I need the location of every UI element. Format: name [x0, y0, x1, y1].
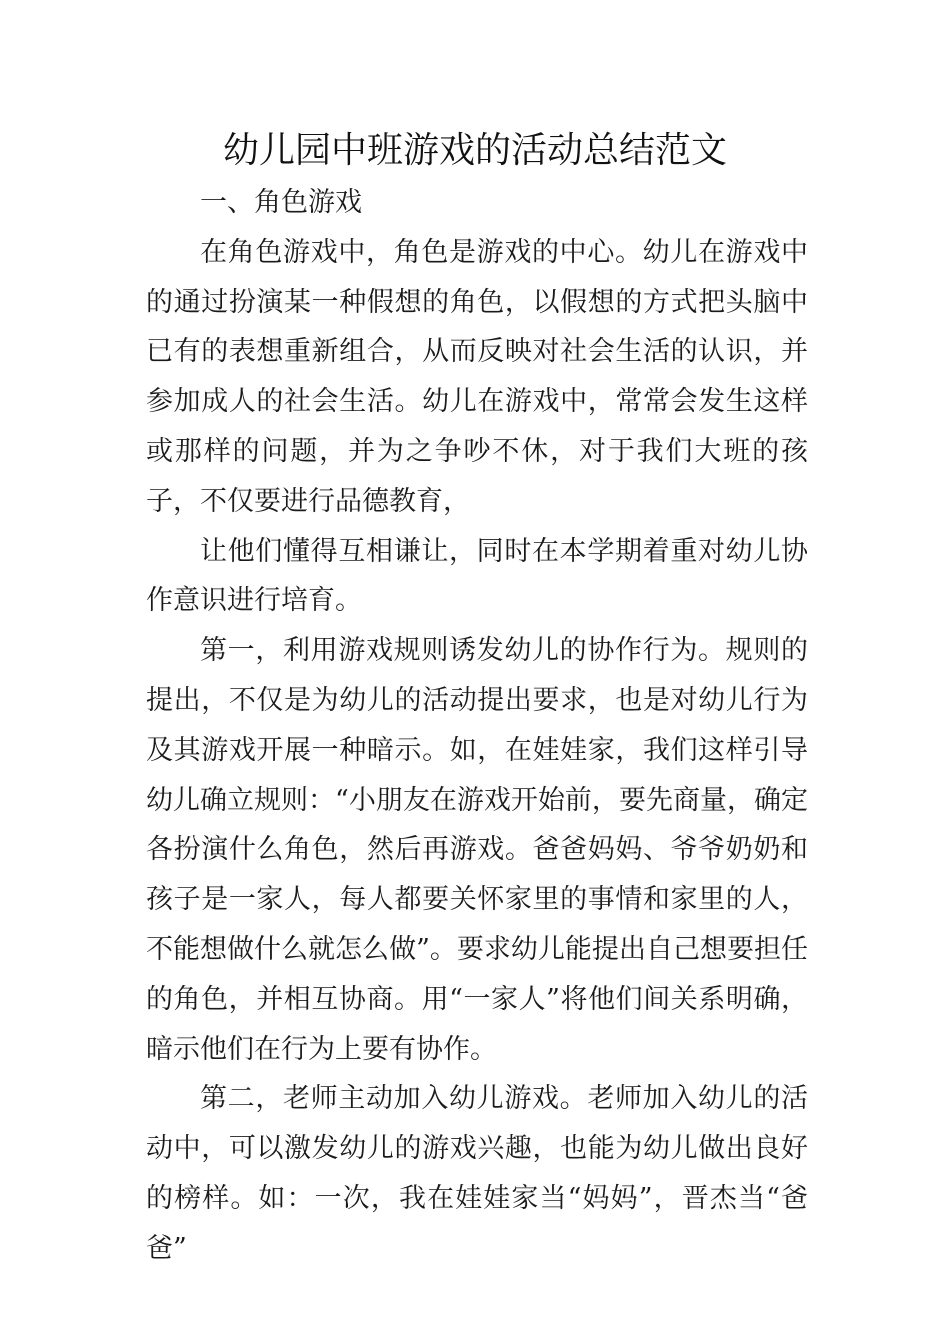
paragraph: 在角色游戏中，角色是游戏的中心。幼儿在游戏中的通过扮演某一种假想的角色，以假想的方式把头脑中已有的表想重新组合，从而反映对社会生活的认识，并参加成人的社会生活。幼儿在游戏中，常常会发生这样或那样的问题，并为之争吵不休，对于我们大班的孩子，不仅要进行品德教育，	[146, 236, 808, 517]
paragraph: 第二，老师主动加入幼儿游戏。老师加入幼儿的活动中，可以激发幼儿的游戏兴趣，也能为幼儿做出良好的榜样。如：一次，我在娃娃家当“妈妈”，晋杰当“爸爸”	[146, 1083, 808, 1264]
paragraph: 让他们懂得互相谦让，同时在本学期着重对幼儿协作意识进行培育。	[146, 535, 808, 617]
section-heading: 一、角色游戏	[200, 187, 362, 218]
document-title: 幼儿园中班游戏的活动总结范文	[222, 130, 727, 171]
paragraph: 第一，利用游戏规则诱发幼儿的协作行为。规则的提出，不仅是为幼儿的活动提出要求，也是对幼儿行为及其游戏开展一种暗示。如，在娃娃家，我们这样引导幼儿确立规则：“小朋友在游戏开始前，要先商量，确定各扮演什么角色，然后再游戏。爸爸妈妈、爷爷奶奶和孩子是一家人，每人都要关怀家里的事情和家里的人，不能想做什么就怎么做”。要求幼儿能提出自己想要担任的角色，并相互协商。用“一家人”将他们间关系明确，暗示他们在行为上要有协作。	[146, 635, 808, 1065]
document-body	[146, 178, 808, 1274]
